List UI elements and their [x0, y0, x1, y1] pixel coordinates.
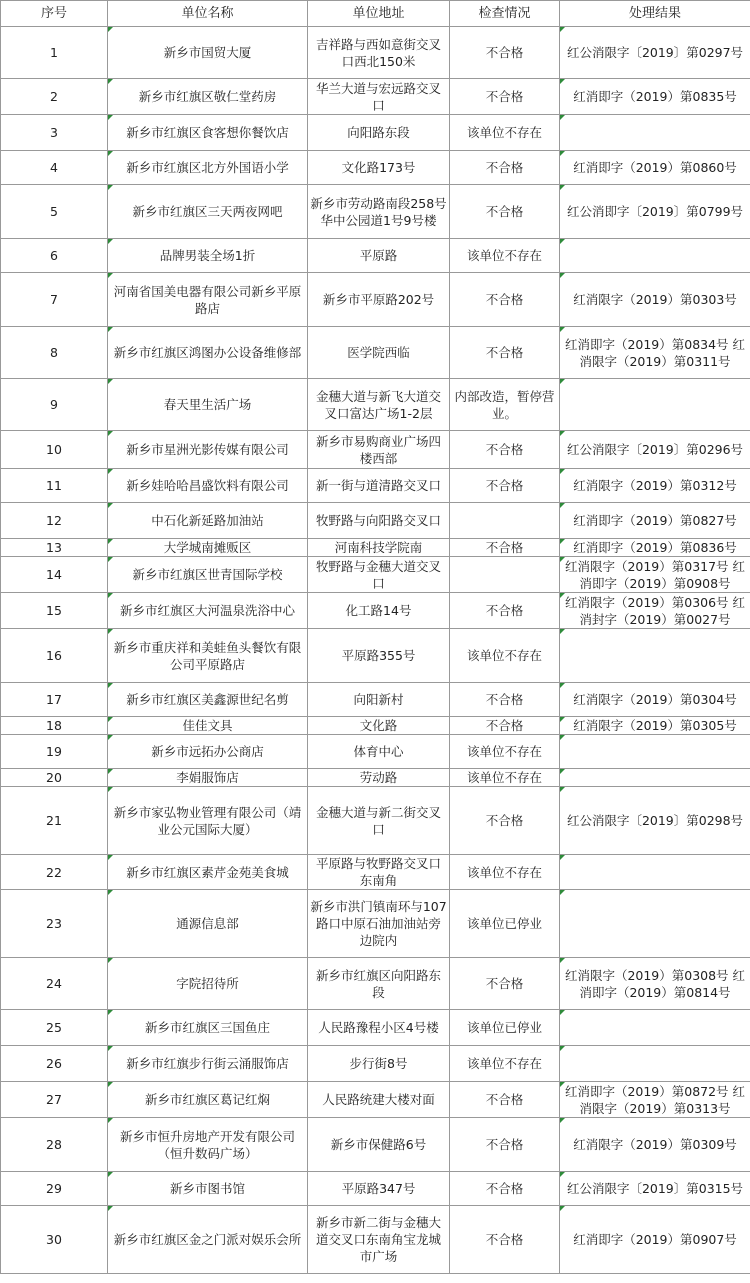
inspection-status-cell: 该单位不存在 [450, 629, 560, 683]
inspection-status-cell: 该单位不存在 [450, 855, 560, 890]
unit-address-cell: 新乡市新二街与金穗大道交叉口东南角宝龙城市广场 [308, 1206, 450, 1274]
table-row [1, 557, 750, 593]
table-row [1, 769, 750, 787]
unit-address-cell: 吉祥路与西如意街交叉口西北150米 [308, 27, 450, 79]
unit-address-cell: 文化路 [308, 717, 450, 735]
unit-name-cell: 新乡市国贸大厦 [108, 27, 308, 79]
row-number-cell: 7 [1, 273, 108, 327]
row-number-cell: 29 [1, 1172, 108, 1206]
table-row [1, 593, 750, 629]
unit-name-cell: 新乡市红旗区三国鱼庄 [108, 1010, 308, 1046]
handling-result-cell [560, 735, 750, 769]
unit-name-cell: 新乡市家弘物业管理有限公司（靖业公元国际大厦） [108, 787, 308, 855]
unit-address-cell: 平原路347号 [308, 1172, 450, 1206]
table-row [1, 890, 750, 958]
unit-name-cell: 新乡市红旗步行街云涌服饰店 [108, 1046, 308, 1082]
table-row [1, 327, 750, 379]
handling-result-cell [560, 855, 750, 890]
row-number-cell: 12 [1, 503, 108, 539]
inspection-status-cell: 不合格 [450, 787, 560, 855]
unit-name-cell: 大学城南摊贩区 [108, 539, 308, 557]
handling-result-cell [560, 1010, 750, 1046]
inspection-status-cell: 该单位不存在 [450, 1046, 560, 1082]
table-row [1, 539, 750, 557]
handling-result-cell: 红消限字（2019）第0303号 [560, 273, 750, 327]
row-number-cell: 19 [1, 735, 108, 769]
unit-address-cell: 牧野路与向阳路交叉口 [308, 503, 450, 539]
table-row [1, 379, 750, 431]
unit-name-cell: 新乡市红旗区敬仁堂药房 [108, 79, 308, 115]
unit-name-cell: 中石化新延路加油站 [108, 503, 308, 539]
handling-result-cell: 红消限字（2019）第0309号 [560, 1118, 750, 1172]
unit-address-cell: 平原路与牧野路交叉口东南角 [308, 855, 450, 890]
table-row [1, 1010, 750, 1046]
unit-name-cell: 新乡市重庆祥和美蛙鱼头餐饮有限公司平原路店 [108, 629, 308, 683]
unit-name-cell: 新乡市图书馆 [108, 1172, 308, 1206]
unit-address-cell: 文化路173号 [308, 151, 450, 185]
row-number-cell: 18 [1, 717, 108, 735]
unit-name-cell: 河南省国美电器有限公司新乡平原路店 [108, 273, 308, 327]
unit-address-cell: 医学院西临 [308, 327, 450, 379]
header-no: 序号 [1, 1, 108, 27]
inspection-status-cell: 不合格 [450, 539, 560, 557]
unit-name-cell: 品牌男装全场1折 [108, 239, 308, 273]
unit-address-cell: 新乡市保健路6号 [308, 1118, 450, 1172]
table-row [1, 629, 750, 683]
table-row [1, 273, 750, 327]
unit-name-cell: 新乡市红旗区金之门派对娱乐会所 [108, 1206, 308, 1274]
row-number-cell: 21 [1, 787, 108, 855]
handling-result-cell: 红公消即字〔2019〕第0799号 [560, 185, 750, 239]
unit-name-cell: 新乡市红旗区美鑫源世纪名剪 [108, 683, 308, 717]
handling-result-cell: 红公消限字〔2019〕第0298号 [560, 787, 750, 855]
unit-address-cell: 新乡市易购商业广场四楼西部 [308, 431, 450, 469]
handling-result-cell: 红消即字（2019）第0860号 [560, 151, 750, 185]
table-row [1, 1082, 750, 1118]
handling-result-cell: 红消即字（2019）第0907号 [560, 1206, 750, 1274]
unit-address-cell: 金穗大道与新二街交叉口 [308, 787, 450, 855]
table-row [1, 239, 750, 273]
row-number-cell: 26 [1, 1046, 108, 1082]
inspection-status-cell: 不合格 [450, 1206, 560, 1274]
unit-address-cell: 向阳新村 [308, 683, 450, 717]
row-number-cell: 25 [1, 1010, 108, 1046]
unit-name-cell: 佳佳文具 [108, 717, 308, 735]
unit-address-cell: 人民路豫程小区4号楼 [308, 1010, 450, 1046]
row-number-cell: 30 [1, 1206, 108, 1274]
inspection-status-cell: 不合格 [450, 185, 560, 239]
table-row [1, 683, 750, 717]
table-row [1, 79, 750, 115]
unit-address-cell: 步行街8号 [308, 1046, 450, 1082]
unit-address-cell: 金穗大道与新飞大道交叉口富达广场1-2层 [308, 379, 450, 431]
handling-result-cell [560, 1046, 750, 1082]
handling-result-cell [560, 629, 750, 683]
unit-address-cell: 河南科技学院南 [308, 539, 450, 557]
inspection-status-cell: 该单位不存在 [450, 769, 560, 787]
inspection-status-cell: 不合格 [450, 79, 560, 115]
handling-result-cell [560, 239, 750, 273]
table-row [1, 469, 750, 503]
inspection-status-cell: 不合格 [450, 717, 560, 735]
row-number-cell: 1 [1, 27, 108, 79]
table-row [1, 1046, 750, 1082]
handling-result-cell [560, 890, 750, 958]
handling-result-cell: 红消即字（2019）第0834号 红消限字（2019）第0311号 [560, 327, 750, 379]
unit-address-cell: 牧野路与金穗大道交叉口 [308, 557, 450, 593]
handling-result-cell [560, 769, 750, 787]
row-number-cell: 23 [1, 890, 108, 958]
inspection-status-cell: 不合格 [450, 469, 560, 503]
unit-address-cell: 新乡市红旗区向阳路东段 [308, 958, 450, 1010]
row-number-cell: 9 [1, 379, 108, 431]
handling-result-cell: 红消限字（2019）第0317号 红消即字（2019）第0908号 [560, 557, 750, 593]
inspection-status-cell: 该单位已停业 [450, 1010, 560, 1046]
unit-name-cell: 字院招待所 [108, 958, 308, 1010]
row-number-cell: 3 [1, 115, 108, 151]
table-row [1, 431, 750, 469]
unit-name-cell: 李娟服饰店 [108, 769, 308, 787]
unit-address-cell: 向阳路东段 [308, 115, 450, 151]
row-number-cell: 4 [1, 151, 108, 185]
header-name: 单位名称 [108, 1, 308, 27]
table-row [1, 855, 750, 890]
table-row [1, 151, 750, 185]
row-number-cell: 5 [1, 185, 108, 239]
handling-result-cell [560, 115, 750, 151]
inspection-status-cell: 不合格 [450, 273, 560, 327]
row-number-cell: 6 [1, 239, 108, 273]
row-number-cell: 22 [1, 855, 108, 890]
unit-address-cell: 新一街与道清路交叉口 [308, 469, 450, 503]
unit-name-cell: 通源信息部 [108, 890, 308, 958]
unit-name-cell: 新乡娃哈哈昌盛饮料有限公司 [108, 469, 308, 503]
unit-address-cell: 体育中心 [308, 735, 450, 769]
unit-address-cell: 华兰大道与宏远路交叉口 [308, 79, 450, 115]
inspection-status-cell: 不合格 [450, 327, 560, 379]
row-number-cell: 27 [1, 1082, 108, 1118]
row-number-cell: 13 [1, 539, 108, 557]
header-address: 单位地址 [308, 1, 450, 27]
table-row [1, 717, 750, 735]
row-number-cell: 16 [1, 629, 108, 683]
unit-name-cell: 春天里生活广场 [108, 379, 308, 431]
handling-result-cell: 红消限字（2019）第0308号 红消即字（2019）第0814号 [560, 958, 750, 1010]
handling-result-cell: 红消即字（2019）第0827号 [560, 503, 750, 539]
unit-address-cell: 化工路14号 [308, 593, 450, 629]
table-row [1, 503, 750, 539]
row-number-cell: 8 [1, 327, 108, 379]
handling-result-cell: 红消即字（2019）第0836号 [560, 539, 750, 557]
unit-name-cell: 新乡市红旗区素芹金苑美食城 [108, 855, 308, 890]
unit-address-cell: 新乡市平原路202号 [308, 273, 450, 327]
inspection-status-cell: 该单位不存在 [450, 735, 560, 769]
inspection-status-cell: 不合格 [450, 1172, 560, 1206]
unit-address-cell: 新乡市洪门镇南环与107路口中原石油加油站旁边院内 [308, 890, 450, 958]
unit-address-cell: 劳动路 [308, 769, 450, 787]
table-row [1, 1118, 750, 1172]
unit-address-cell: 人民路统建大楼对面 [308, 1082, 450, 1118]
header-result: 处理结果 [560, 1, 750, 27]
table-row [1, 1172, 750, 1206]
inspection-status-cell [450, 503, 560, 539]
unit-name-cell: 新乡市红旗区葛记红焖 [108, 1082, 308, 1118]
inspection-status-cell: 不合格 [450, 431, 560, 469]
unit-name-cell: 新乡市远拓办公商店 [108, 735, 308, 769]
inspection-status-cell: 不合格 [450, 1082, 560, 1118]
table-body [1, 27, 750, 1274]
table-row [1, 115, 750, 151]
row-number-cell: 14 [1, 557, 108, 593]
inspection-status-cell: 不合格 [450, 683, 560, 717]
header-row [1, 1, 750, 27]
row-number-cell: 20 [1, 769, 108, 787]
unit-name-cell: 新乡市星洲光影传媒有限公司 [108, 431, 308, 469]
inspection-status-cell: 该单位不存在 [450, 239, 560, 273]
table-row [1, 735, 750, 769]
inspection-status-cell: 不合格 [450, 27, 560, 79]
row-number-cell: 10 [1, 431, 108, 469]
unit-name-cell: 新乡市红旗区食客想你餐饮店 [108, 115, 308, 151]
inspection-status-cell: 内部改造，暂停营业。 [450, 379, 560, 431]
unit-address-cell: 平原路 [308, 239, 450, 273]
handling-result-cell: 红消限字（2019）第0304号 [560, 683, 750, 717]
inspection-status-cell: 不合格 [450, 151, 560, 185]
table-row [1, 958, 750, 1010]
inspection-status-cell: 该单位不存在 [450, 115, 560, 151]
handling-result-cell: 红消限字（2019）第0312号 [560, 469, 750, 503]
inspection-status-cell: 不合格 [450, 593, 560, 629]
row-number-cell: 2 [1, 79, 108, 115]
unit-name-cell: 新乡市红旗区世青国际学校 [108, 557, 308, 593]
header-status: 检查情况 [450, 1, 560, 27]
table-row [1, 787, 750, 855]
table-row [1, 27, 750, 79]
inspection-status-cell: 该单位已停业 [450, 890, 560, 958]
inspection-status-cell [450, 557, 560, 593]
handling-result-cell: 红消即字（2019）第0835号 [560, 79, 750, 115]
handling-result-cell: 红公消限字〔2019〕第0297号 [560, 27, 750, 79]
handling-result-cell: 红消限字（2019）第0306号 红消封字（2019）第0027号 [560, 593, 750, 629]
unit-address-cell: 平原路355号 [308, 629, 450, 683]
row-number-cell: 28 [1, 1118, 108, 1172]
unit-name-cell: 新乡市红旗区三天两夜网吧 [108, 185, 308, 239]
unit-name-cell: 新乡市红旗区北方外国语小学 [108, 151, 308, 185]
table-row [1, 1206, 750, 1274]
row-number-cell: 11 [1, 469, 108, 503]
unit-name-cell: 新乡市恒升房地产开发有限公司（恒升数码广场） [108, 1118, 308, 1172]
unit-name-cell: 新乡市红旗区鸿图办公设备维修部 [108, 327, 308, 379]
row-number-cell: 17 [1, 683, 108, 717]
handling-result-cell: 红公消限字〔2019〕第0315号 [560, 1172, 750, 1206]
handling-result-cell [560, 379, 750, 431]
handling-result-cell: 红公消限字〔2019〕第0296号 [560, 431, 750, 469]
row-number-cell: 15 [1, 593, 108, 629]
unit-name-cell: 新乡市红旗区大河温泉洗浴中心 [108, 593, 308, 629]
handling-result-cell: 红消限字（2019）第0305号 [560, 717, 750, 735]
inspection-status-cell: 不合格 [450, 1118, 560, 1172]
table-row [1, 185, 750, 239]
inspection-status-cell: 不合格 [450, 958, 560, 1010]
handling-result-cell: 红消即字（2019）第0872号 红消限字（2019）第0313号 [560, 1082, 750, 1118]
row-number-cell: 24 [1, 958, 108, 1010]
unit-address-cell: 新乡市劳动路南段258号华中公园道1号9号楼 [308, 185, 450, 239]
